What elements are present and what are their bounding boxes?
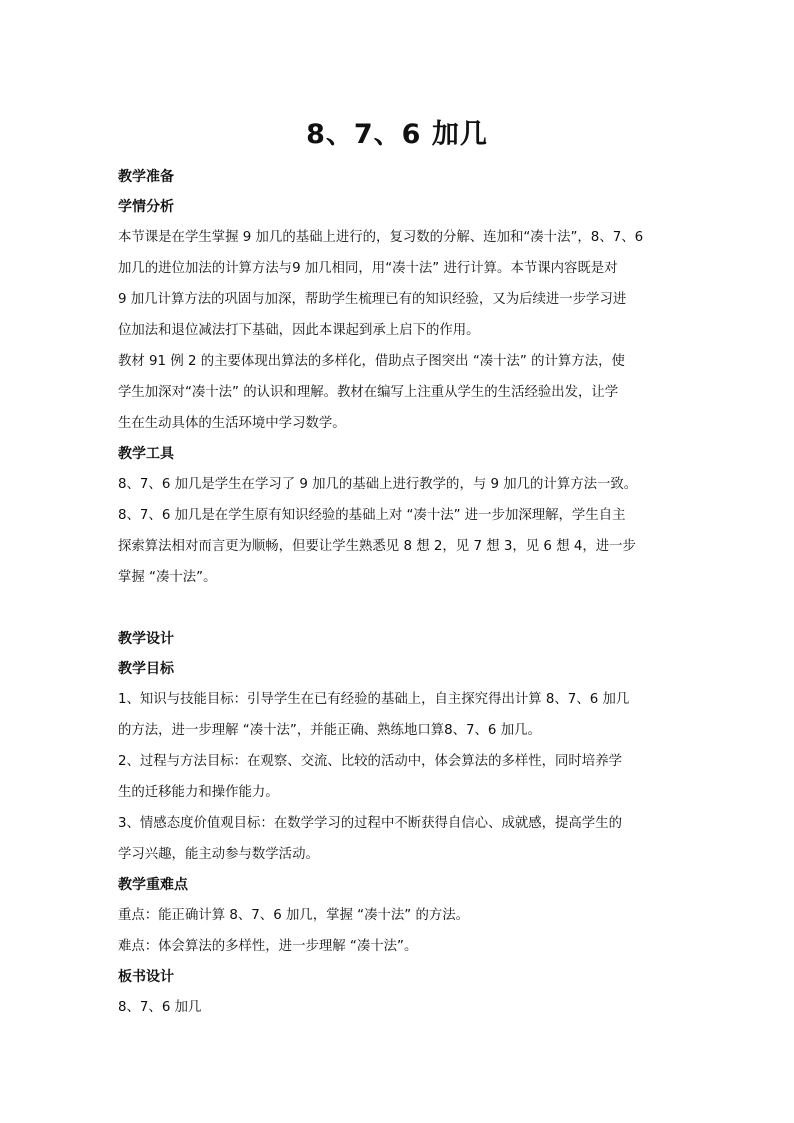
heading-teaching-tools: 教学工具 [118, 446, 174, 462]
heading-student-analysis: 学情分析 [118, 199, 174, 215]
text-line: 位加法和退位减法打下基础，因此本课起到承上启下的作用。 [118, 323, 480, 338]
text-line: 生的迁移能力和操作能力。 [118, 785, 279, 800]
paragraph-goal-3 [118, 808, 698, 870]
paragraph-goal-2 [118, 746, 698, 808]
text-line: 9 加几计算方法的巩固与加深，帮助学生梳理已有的知识经验，又为后续进一步学习进 [118, 292, 627, 307]
paragraph-tools-1 [118, 469, 698, 500]
heading-teaching-design: 教学设计 [118, 631, 174, 647]
paragraph-difficult-point [118, 931, 698, 962]
text-line: 8、7、6 加几 [118, 1000, 202, 1015]
text-line: 生在生动具体的生活环境中学习数学。 [118, 416, 346, 431]
document-body [118, 162, 698, 1023]
text-line: 教材 91 例 2 的主要体现出算法的多样化，借助点子图突出 “凑十法” 的计算方法，使 [118, 354, 625, 369]
paragraph-analysis-2 [118, 346, 698, 439]
paragraph-goal-1 [118, 684, 698, 746]
paragraph-tools-2 [118, 500, 698, 593]
text-line: 本节课是在学生掌握 9 加几的基础上进行的，复习数的分解、连加和“凑十法”，8、7、6 [118, 230, 644, 245]
text-line: 8、7、6 加几是在学生原有知识经验的基础上对 “凑十法” 进一步加深理解，学生自主 [118, 508, 626, 523]
text-line: 3、情感态度价值观目标：在数学学习的过程中不断获得自信心、成就感，提高学生的 [118, 816, 622, 831]
text-line: 学习兴趣，能主动参与数学活动。 [118, 847, 319, 862]
document-title: 8、7、6 加几 [306, 119, 488, 150]
text-line: 2、过程与方法目标：在观察、交流、比较的活动中，体会算法的多样性，同时培养学 [118, 754, 622, 769]
heading-key-difficult-points: 教学重难点 [118, 877, 188, 893]
paragraph-board [118, 992, 698, 1023]
paragraph-key-point [118, 900, 698, 931]
text-line: 探索算法相对而言更为顺畅，但要让学生熟悉见 8 想 2，见 7 想 3，见 6 想 4，进一步 [118, 539, 636, 554]
text-line: 掌握 “凑十法”。 [118, 570, 217, 585]
text-line: 1、知识与技能目标：引导学生在已有经验的基础上，自主探究得出计算 8、7、6 加几 [118, 692, 630, 707]
heading-board-design: 板书设计 [118, 969, 174, 985]
paragraph-analysis-1 [118, 222, 698, 346]
heading-teaching-prep: 教学准备 [118, 169, 174, 185]
text-line: 加几的进位加法的计算方法与9 加几相同，用“凑十法” 进行计算。本节课内容既是对 [118, 261, 618, 276]
heading-teaching-goals: 教学目标 [118, 661, 174, 677]
blank-line [118, 593, 698, 624]
text-line: 难点：体会算法的多样性，进一步理解 “凑十法”。 [118, 939, 418, 954]
text-line: 的方法，进一步理解 “凑十法”，并能正确、熟练地口算8、7、6 加几。 [118, 723, 541, 738]
text-line: 学生加深对“凑十法” 的认识和理解。教材在编写上注重从学生的生活经验出发，让学 [118, 385, 619, 400]
text-line: 重点：能正确计算 8、7、6 加几，掌握 “凑十法” 的方法。 [118, 908, 470, 923]
text-line: 8、7、6 加几是学生在学习了 9 加几的基础上进行教学的，与 9 加几的计算方法一致。 [118, 477, 638, 492]
